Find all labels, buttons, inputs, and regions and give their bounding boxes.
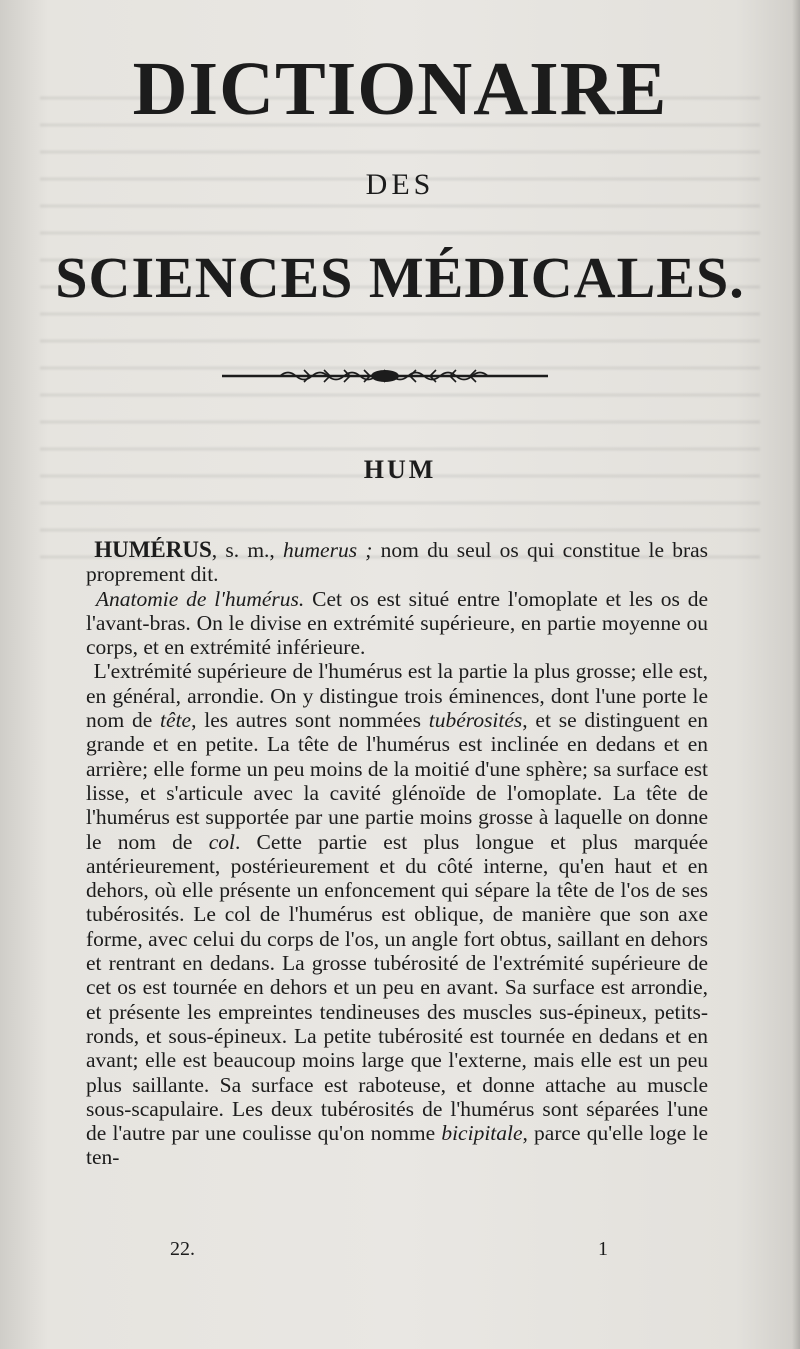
body-text [86,538,708,1170]
italic-term: col [208,829,235,854]
paragraph-anatomie [86,587,708,660]
page-edge-shadow [792,0,800,1349]
title-des: DES [365,168,435,201]
section-heading: HUM [363,455,437,484]
text-run: L'extrémité supérieure de l'humérus est la partie la plus grosse; elle est, en général, arrondie. On y distingue trois éminences, dont l'une porte le nom de [86,659,709,733]
text-run: . Cette partie est plus longue et plus marquée antérieurement, postérieurement et du côté interne, qu'en haut et en dehors, où elle présente un enfoncement qui sépare la tête de l'os de ses tubérosités. Le col de l'humérus est oblique, de manière que son axe forme, avec celui du corps de l'os, un angle fort obtus, saillant en dehors et rentrant en dedans. La grosse tubérosité de l'extrémité supérieure de cet os est tournée en dehors et un peu en avant. Sa surface est arrondie, et présente les empreintes tendineuses des muscles sus-épineux, petits-ronds, et sous-épineux. La petite tubérosité est tournée en dedans et en avant; elle est beaucoup moins large que l'externe, mais elle est un peu plus saillante. Sa surface est raboteuse, et donne attache au muscle sous-scapulaire. Les deux tubérosités de l'humérus sont séparées l'une de l'autre par une coulisse qu'on nomme [86,829,708,1146]
signature-mark: 1 [598,1238,608,1260]
subsection-title: Anatomie de l'humérus. [95,586,305,611]
latin-term: humerus ; [274,538,373,562]
ornament-divider [220,366,550,386]
paragraph-text: Cet os est situé entre l'omoplate et les os de l'avant-bras. On le divise en extrémité supérieure, en partie moyenne ou corps, et en extrémité inférieure. [86,586,709,660]
italic-term: tubérosités [428,708,523,733]
text-run: , parce qu'elle loge le ten- [86,1121,709,1170]
paragraph-extremite [86,659,708,1169]
page-footer [0,1238,800,1264]
headword: HUMÉRUS [94,537,212,562]
italic-term: tête [160,708,192,733]
bleed-through-texture [40,80,760,580]
italic-term: bicipitale [441,1121,523,1146]
title-sciences-medicales: SCIENCES MÉDICALES. [55,245,745,310]
definition-text: nom du seul os qui constitue le bras proprement dit. [86,538,709,587]
paragraph-definition [86,538,708,587]
grammar-note: , s. m., [211,538,275,562]
volume-number: 22. [170,1238,195,1260]
text-run: , les autres sont nommées [191,708,429,733]
text-run: , et se distinguent en grande et en petite. La tête de l'humérus est inclinée en dedans et en arrière; elle forme un peu moins de la moitié d'une sphère; sa surface est lisse, et s'articule avec la cavité glénoïde de l'omoplate. La tête de l'humérus est supportée par une partie moins grosse à laquelle on donne le nom de [86,708,708,854]
title-dictionaire: DICTIONAIRE [132,47,668,131]
